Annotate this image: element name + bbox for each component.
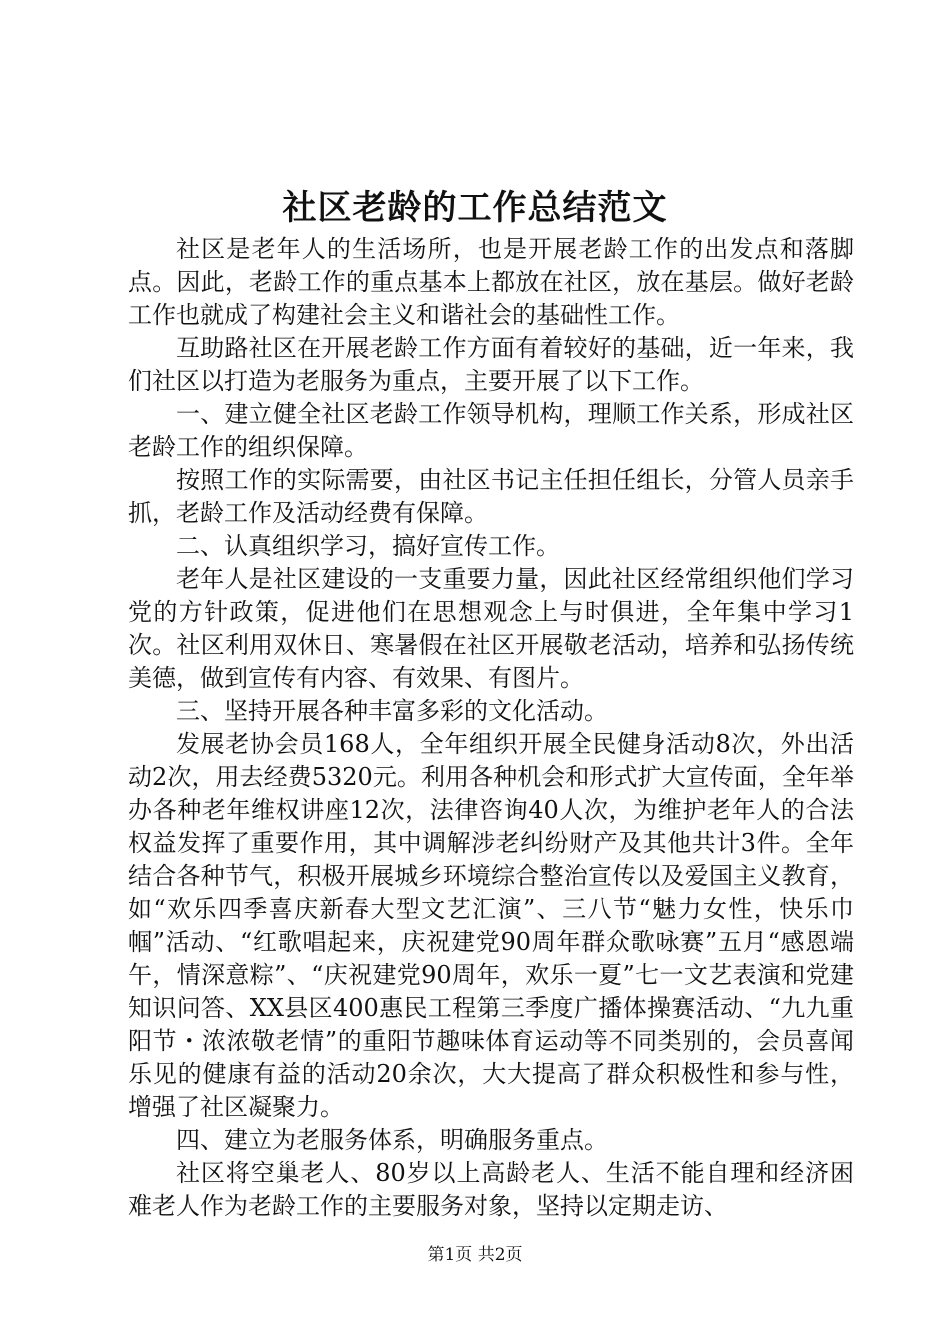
paragraph: 老年人是社区建设的一支重要力量，因此社区经常组织他们学习党的方针政策，促进他们在思想观念上与时俱进，全年集中学习1次。社区利用双休日、寒暑假在社区开展敬老活动，培养和弘扬传统美德，做到宣传有内容、有效果、有图片。: [128, 565, 854, 692]
document-title: 社区老龄的工作总结范文: [282, 188, 668, 228]
paragraph: 按照工作的实际需要，由社区书记主任担任组长，分管人员亲手抓，老龄工作及活动经费有保障。: [128, 466, 854, 527]
section-heading: 二、认真组织学习，搞好宣传工作。: [176, 532, 560, 560]
page-number-footer: 第1页 共2页: [427, 1245, 523, 1265]
paragraph: 社区是老年人的生活场所，也是开展老龄工作的出发点和落脚点。因此，老龄工作的重点基本上都放在社区，放在基层。做好老龄工作也就成了构建社会主义和谐社会的基础性工作。: [128, 235, 854, 329]
paragraph: 发展老协会员168人，全年组织开展全民健身活动8次，外出活动2次，用去经费5320元。利用各种机会和形式扩大宣传面，全年举办各种老年维权讲座12次，法律咨询40人次，为维护老年人的合法权益发挥了重要作用，其中调解涉老纠纷财产及其他共计3件。全年结合各种节气，积极开展城乡环境综合整治宣传以及爱国主义教育，如“欢乐四季喜庆新春大型文艺汇演”、三八节“魅力女性，快乐巾帼”活动、“红歌唱起来，庆祝建党90周年群众歌咏赛”五月“感恩端午，情深意粽”、“庆祝建党90周年，欢乐一夏”七一文艺表演和党建知识问答、XX县区400惠民工程第三季度广播体操赛活动、“九九重阳节・浓浓敬老情”的重阳节趣味体育运动等不同类别的，会员喜闻乐见的健康有益的活动20余次，大大提高了群众积极性和参与性，增强了社区凝聚力。: [128, 730, 854, 1121]
section-heading: 三、坚持开展各种丰富多彩的文化活动。: [176, 697, 608, 725]
document-body: [128, 233, 854, 1223]
section-heading: 四、建立为老服务体系，明确服务重点。: [176, 1126, 608, 1154]
section-heading: 一、建立健全社区老龄工作领导机构，理顺工作关系，形成社区老龄工作的组织保障。: [128, 400, 854, 461]
paragraph: 互助路社区在开展老龄工作方面有着较好的基础，近一年来，我们社区以打造为老服务为重点，主要开展了以下工作。: [128, 334, 854, 395]
paragraph: 社区将空巢老人、80岁以上高龄老人、生活不能自理和经济困难老人作为老龄工作的主要服务对象，坚持以定期走访、: [128, 1159, 854, 1220]
